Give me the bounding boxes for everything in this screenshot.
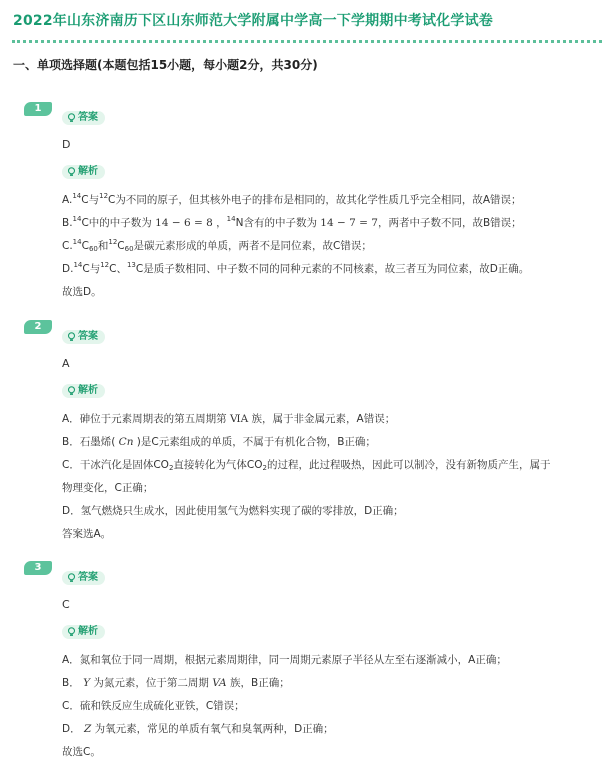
- lightbulb-icon: [67, 332, 76, 342]
- analysis-conclusion: 故选D。: [62, 286, 102, 298]
- answer-tag-label: 答案: [78, 112, 98, 123]
- analysis-tag: [62, 384, 105, 398]
- analysis-line: B． Y 为氮元素，位于第二周期 VA 族，B正确；: [62, 677, 290, 689]
- lightbulb-icon: [67, 573, 76, 583]
- analysis-line: A．砷位于元素周期表的第五周期第 ⅥA 族，属于非金属元素，A错误；: [62, 413, 396, 425]
- analysis-tag-label: 解析: [78, 166, 98, 177]
- analysis-conclusion: 故选C。: [62, 746, 101, 758]
- analysis-line: C．硫和铁反应生成硫化亚铁，C错误；: [62, 700, 245, 712]
- analysis-line: B.$^{14}$C中的中子数为 14 − 6 = 8 ，$^{14}$N含有的中子数为 14 − 7 = 7，两者中子数不同，故B错误；: [62, 215, 522, 229]
- section-heading: 一、单项选择题(本题包括15小题，每小题2分，共30分): [13, 58, 318, 72]
- lightbulb-icon: [67, 386, 76, 396]
- analysis-tag: [62, 165, 105, 179]
- lightbulb-icon: [67, 113, 76, 123]
- answer-tag: [62, 111, 105, 125]
- lightbulb-icon: [67, 627, 76, 637]
- analysis-line: 物理变化，C正确；: [62, 482, 154, 494]
- analysis-tag-label: 解析: [78, 626, 98, 637]
- analysis-line: D．氢气燃烧只生成水，因此使用氢气为燃料实现了碳的零排放，D正确；: [62, 505, 404, 517]
- analysis-line: D.$^{14}$C与$^{12}$C、$^{13}$C是质子数相同、中子数不同的同种元素的不同核素，故三者互为同位素，故D正确。: [62, 261, 530, 275]
- analysis-line: D． Z 为氧元素，常见的单质有氧气和臭氧两种，D正确；: [62, 723, 334, 735]
- answer-value: A: [62, 357, 70, 370]
- lightbulb-icon: [67, 167, 76, 177]
- analysis-line: B．石墨烯( Cn )是C元素组成的单质，不属于有机化合物，B正确；: [62, 436, 376, 448]
- analysis-conclusion: 答案选A。: [62, 528, 112, 540]
- page-title: 2022年山东济南历下区山东师范大学附属中学高一下学期期中考试化学试卷: [13, 13, 493, 29]
- analysis-line: A．氮和氧位于同一周期，根据元素周期律，同一周期元素原子半径从左至右逐渐减小，A正确；: [62, 654, 507, 666]
- question-number-badge: 1: [24, 102, 52, 116]
- analysis-line: C．干冰汽化是固体$CO_2$直接转化为气体$CO_2$的过程，此过程吸热，因此可以制冷，没有新物质产生，属于: [62, 459, 551, 472]
- answer-value: C: [62, 598, 70, 611]
- title-divider: [12, 40, 602, 43]
- answer-tag-label: 答案: [78, 572, 98, 583]
- analysis-line: $C.^{14}C_{60}$和$^{12}C_{60}$是碳元素形成的单质，两者不是同位素，故C错误；: [62, 238, 372, 253]
- answer-tag-label: 答案: [78, 331, 98, 342]
- analysis-tag-label: 解析: [78, 385, 98, 396]
- answer-value: D: [62, 138, 71, 151]
- question-number-badge: 3: [24, 561, 52, 575]
- answer-tag: [62, 571, 105, 585]
- question-number-badge: 2: [24, 320, 52, 334]
- analysis-line: A.$^{14}$C与$^{12}$C为不同的原子，但其核外电子的排布是相同的，故其化学性质几乎完全相同，故A错误；: [62, 192, 522, 206]
- analysis-tag: [62, 625, 105, 639]
- answer-tag: [62, 330, 105, 344]
